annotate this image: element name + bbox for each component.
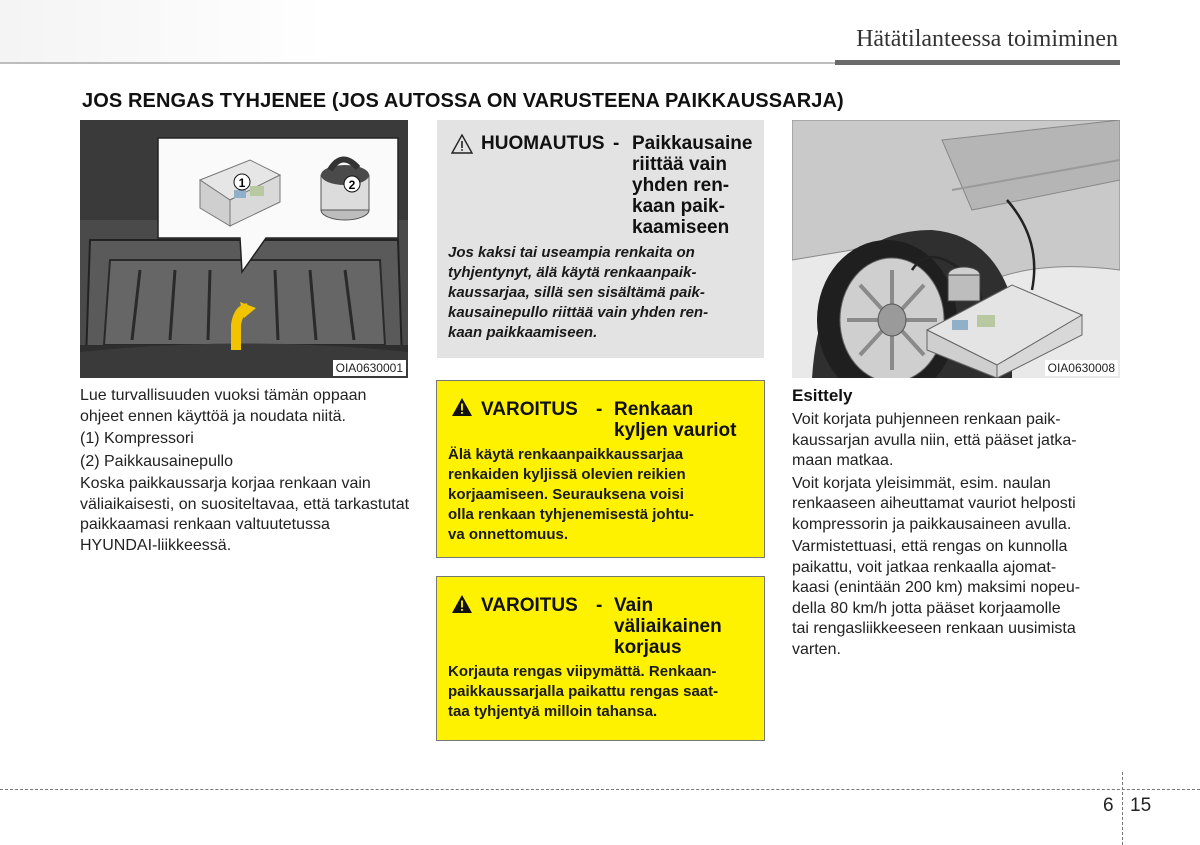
caution-subtitle-line: riittää vain <box>632 154 728 175</box>
warning-text-line: paikkaussarjalla paikattu rengas saat- <box>448 683 719 700</box>
figure-trunk-kit <box>80 120 408 378</box>
caution-triangle-icon <box>451 134 473 154</box>
paragraph: Lue turvallisuuden vuoksi tämän oppaan ohjeet ennen käyttöä ja noudata niitä. <box>80 387 367 425</box>
header-rule-accent <box>835 60 1120 65</box>
warning-subtitle-line: korjaus <box>614 637 682 658</box>
paragraph-line: maan matkaa. <box>792 452 894 469</box>
warning-box-sidewall <box>436 380 765 558</box>
paragraph-line: kompressorin ja paikkausaineen avulla. <box>792 515 1072 533</box>
page-number: 15 <box>1130 795 1152 816</box>
caution-subtitle-line: kaan paik- <box>632 196 725 217</box>
figure-code: OIA0630008 <box>1045 360 1118 376</box>
figure-tire-repair <box>792 120 1120 378</box>
callout-2: 2 <box>348 178 356 192</box>
caution-text-line: Jos kaksi tai useampia renkaita on <box>448 244 695 261</box>
callout-1: 1 <box>238 176 246 190</box>
paragraph: (2) Paikkausainepullo <box>80 452 233 470</box>
warning-subtitle-line: kyljen vauriot <box>614 420 737 441</box>
warning-text-line: Älä käytä renkaanpaikkaussarjaa <box>448 446 684 463</box>
left-column-text <box>80 386 410 558</box>
warning-subtitle-line: Renkaan <box>614 399 694 420</box>
footer-divider <box>1122 772 1123 845</box>
figure-code: OIA0630001 <box>333 360 406 376</box>
warning-dash: - <box>596 399 603 420</box>
warning-label: VAROITUS <box>481 595 578 616</box>
section-title: JOS RENGAS TYHJENEE (JOS AUTOSSA ON VARUSTEENA PAIKKAUSSARJA) <box>82 90 844 112</box>
tire-repair-illustration <box>792 120 1120 378</box>
warning-subtitle-line: väliaikainen <box>614 616 722 637</box>
warning-text-line: va onnettomuus. <box>448 526 569 543</box>
footer-rule <box>0 789 1200 790</box>
warning-text-line: korjaamiseen. Seurauksena voisi <box>448 486 684 503</box>
caution-text-line: kaan paikkaamiseen. <box>448 324 598 341</box>
caution-text-line: kausainepullo riittää vain yhden ren- <box>448 304 709 321</box>
warning-triangle-icon <box>451 594 473 614</box>
paragraph-line: Varmistettuasi, että rengas on kunnolla <box>792 538 1068 555</box>
paragraph-line: della 80 km/h jotta pääset korjaamolle <box>792 599 1061 617</box>
header-background <box>0 0 330 62</box>
paragraph-line: renkaaseen aiheuttamat vauriot helposti <box>792 495 1076 512</box>
caution-text-line: tyhjentynyt, älä käytä renkaanpaik- <box>448 264 697 281</box>
right-column-text <box>792 410 1122 660</box>
warning-box-temporary-repair <box>436 576 765 741</box>
paragraph-line: Voit korjata yleisimmät, esim. naulan <box>792 474 1051 492</box>
paragraph: (1) Kompressori <box>80 430 194 447</box>
caution-dash: - <box>613 133 620 154</box>
paragraph-line: paikattu, voit jatkaa renkaalla ajomat- <box>792 558 1057 576</box>
paragraph-line: kaussarjan avulla niin, että pääset jatka- <box>792 431 1077 449</box>
warning-text-line: renkaiden kyljissä olevien reikien <box>448 466 686 483</box>
warning-text-line: olla renkaan tyhjenemisestä johtu- <box>448 506 694 523</box>
caution-subtitle-line: Paikkausaine <box>632 133 753 154</box>
caution-subtitle-line: yhden ren- <box>632 175 730 196</box>
paragraph-line: kaasi (enintään 200 km) maksimi nopeu- <box>792 579 1081 596</box>
warning-label: VAROITUS <box>481 399 578 420</box>
paragraph: Koska paikkaussarja korjaa renkaan vain väliaikaisesti, on suositeltavaa, että tarkastutat paikkaamasi renkaan valtuutetussa HYUNDAI-liikkeessä. <box>80 475 410 554</box>
caution-text-line: kaussarjaa, sillä sen sisältämä paik- <box>448 284 705 301</box>
chapter-title: Hätätilanteessa toimiminen <box>856 26 1118 52</box>
paragraph-line: varten. <box>792 640 841 658</box>
warning-subtitle-line: Vain <box>614 595 654 616</box>
paragraph-line: Voit korjata puhjenneen renkaan paik- <box>792 411 1061 428</box>
caution-label: HUOMAUTUS <box>481 133 605 154</box>
paragraph-line: tai rengasliikkeeseen renkaan uusimista <box>792 620 1076 637</box>
chapter-number: 6 <box>1103 795 1114 816</box>
warning-triangle-icon <box>451 397 473 417</box>
caution-box <box>437 120 764 358</box>
warning-text-line: taa tyhjentyä milloin tahansa. <box>448 703 658 720</box>
warning-text-line: Korjauta rengas viipymättä. Renkaan- <box>448 663 717 680</box>
esittely-heading: Esittely <box>792 386 853 405</box>
warning-dash: - <box>596 595 603 616</box>
trunk-illustration <box>80 120 408 378</box>
caution-subtitle-line: kaamiseen <box>632 217 730 238</box>
sealant-bottle <box>321 159 369 220</box>
